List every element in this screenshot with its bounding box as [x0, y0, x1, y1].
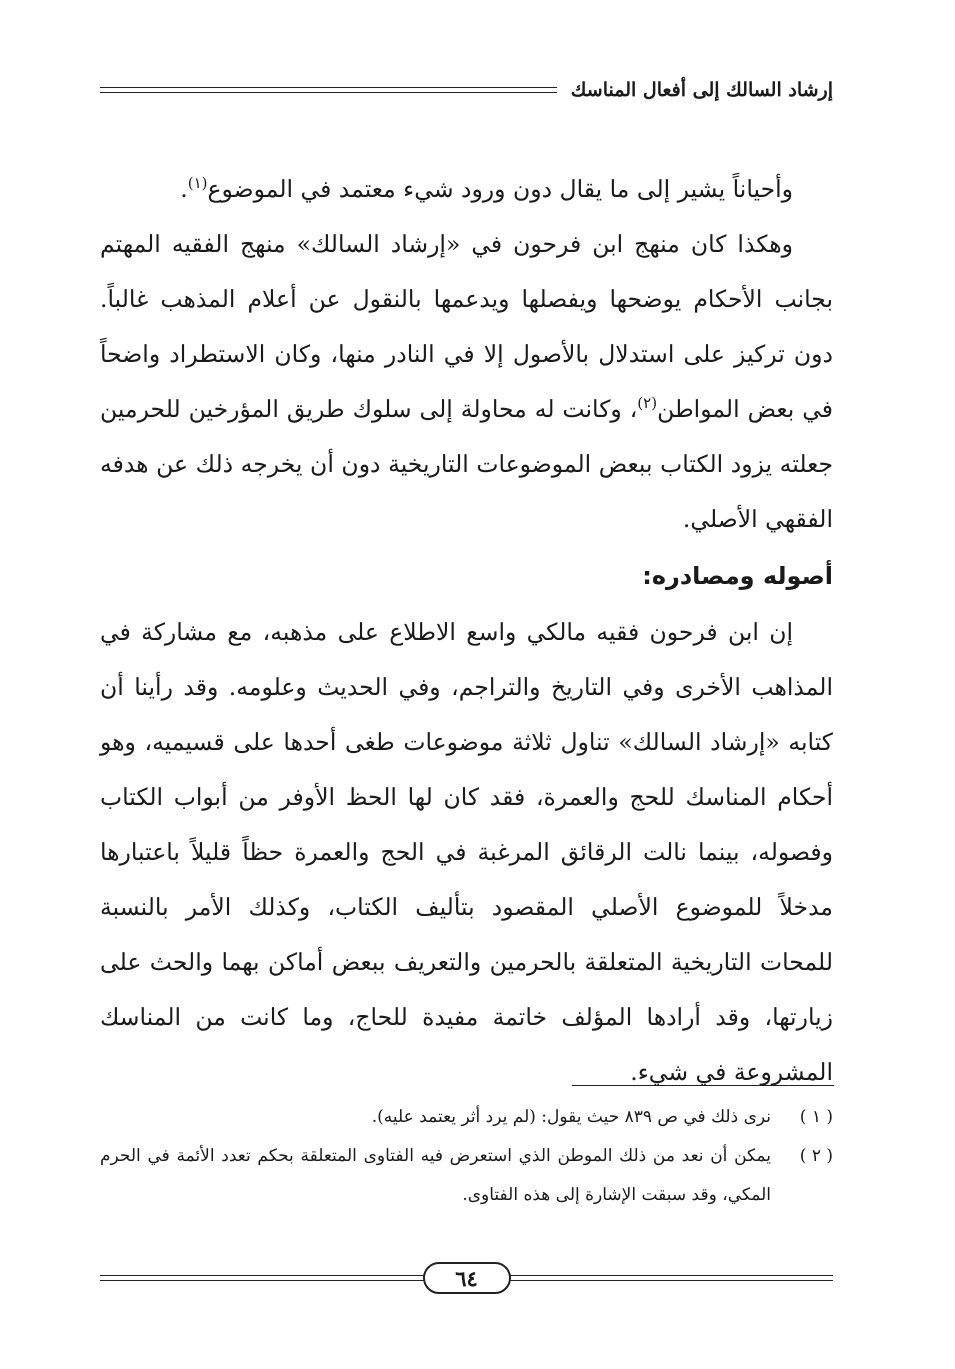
- running-header: [100, 76, 833, 104]
- footnote-ref-2[interactable]: (٢): [637, 394, 658, 413]
- paragraph-2: [100, 217, 833, 547]
- footnote-text: نرى ذلك في ص ٨٣٩ حيث يقول: (لم يرد أثر يعتمد عليه).: [371, 1107, 771, 1127]
- footnote-2: [100, 1137, 833, 1215]
- footnote-ref-1[interactable]: (١): [187, 174, 208, 193]
- footnotes: [100, 1098, 833, 1215]
- running-title: إرشاد السالك إلى أفعال المناسك: [570, 79, 833, 101]
- footnote-number: ( ١ ): [799, 1107, 833, 1127]
- footnote-separator: [572, 1085, 834, 1086]
- footer-right-rule: [509, 1275, 834, 1281]
- paragraph-2-part-a: وهكذا كان منهج ابن فرحون في «إرشاد السالك» منهج الفقيه المهتم بجانب الأحكام يوضحها ويفصلها ويدعمها بالنقول عن أعلام المذهب غالباً. دون تركيز على استدلال بالأصول إلا في النادر منها، وكان الاستطراد واضحاً في بعض المواطن: [100, 230, 834, 423]
- footnote-text: يمكن أن نعد من ذلك الموطن الذي استعرض فيه الفتاوى المتعلقة بحكم تعدد الأئمة في الحرم المكي، وقد سبقت الإشارة إلى هذه الفتاوى.: [100, 1146, 771, 1205]
- paragraph-1: [100, 162, 833, 217]
- footer-left-rule: [100, 1275, 425, 1281]
- header-double-rule: [100, 87, 557, 93]
- section-heading: أصوله ومصادره:: [642, 562, 833, 590]
- page-footer: [100, 1262, 833, 1294]
- main-text: [100, 162, 833, 1100]
- paragraph-1-end: .: [180, 175, 188, 203]
- footnote-1: [100, 1098, 833, 1137]
- paragraph-3: إن ابن فرحون فقيه مالكي واسع الاطلاع على مذهبه، مع مشاركة في المذاهب الأخرى وفي التاريخ والتراجم، وفي الحديث وعلومه. وقد رأينا أن كتابه «إرشاد السالك» تناول ثلاثة موضوعات طغى أحدها على قسيميه، وهو أحكام المناسك للحج والعمرة، فقد كان لها الحظ الأوفر من أبواب الكتاب وفصوله، بينما نالت الرقائق المرغبة في الحج والعمرة حظاً قليلاً باعتبارها مدخلاً للموضوع الأصلي المقصود بتأليف الكتاب، وكذلك الأمر بالنسبة للمحات التاريخية المتعلقة بالحرمين والتعريف ببعض أماكن بهما والحث على زيارتها، وقد أرادها المؤلف خاتمة مفيدة للحاج، وما كانت من المناسك المشروعة في شيء.: [100, 618, 833, 1086]
- footnote-number: ( ٢ ): [799, 1146, 833, 1166]
- page-number: ٦٤: [423, 1262, 511, 1294]
- paragraph-1-text: وأحياناً يشير إلى ما يقال دون ورود شيء معتمد في الموضوع: [207, 175, 793, 203]
- paragraph-2-part-b: ، وكانت له محاولة إلى سلوك طريق المؤرخين للحرمين جعلته يزود الكتاب ببعض الموضوعات التاريخية دون أن يخرجه ذلك عن هدفه الفقهي الأصلي.: [100, 395, 833, 533]
